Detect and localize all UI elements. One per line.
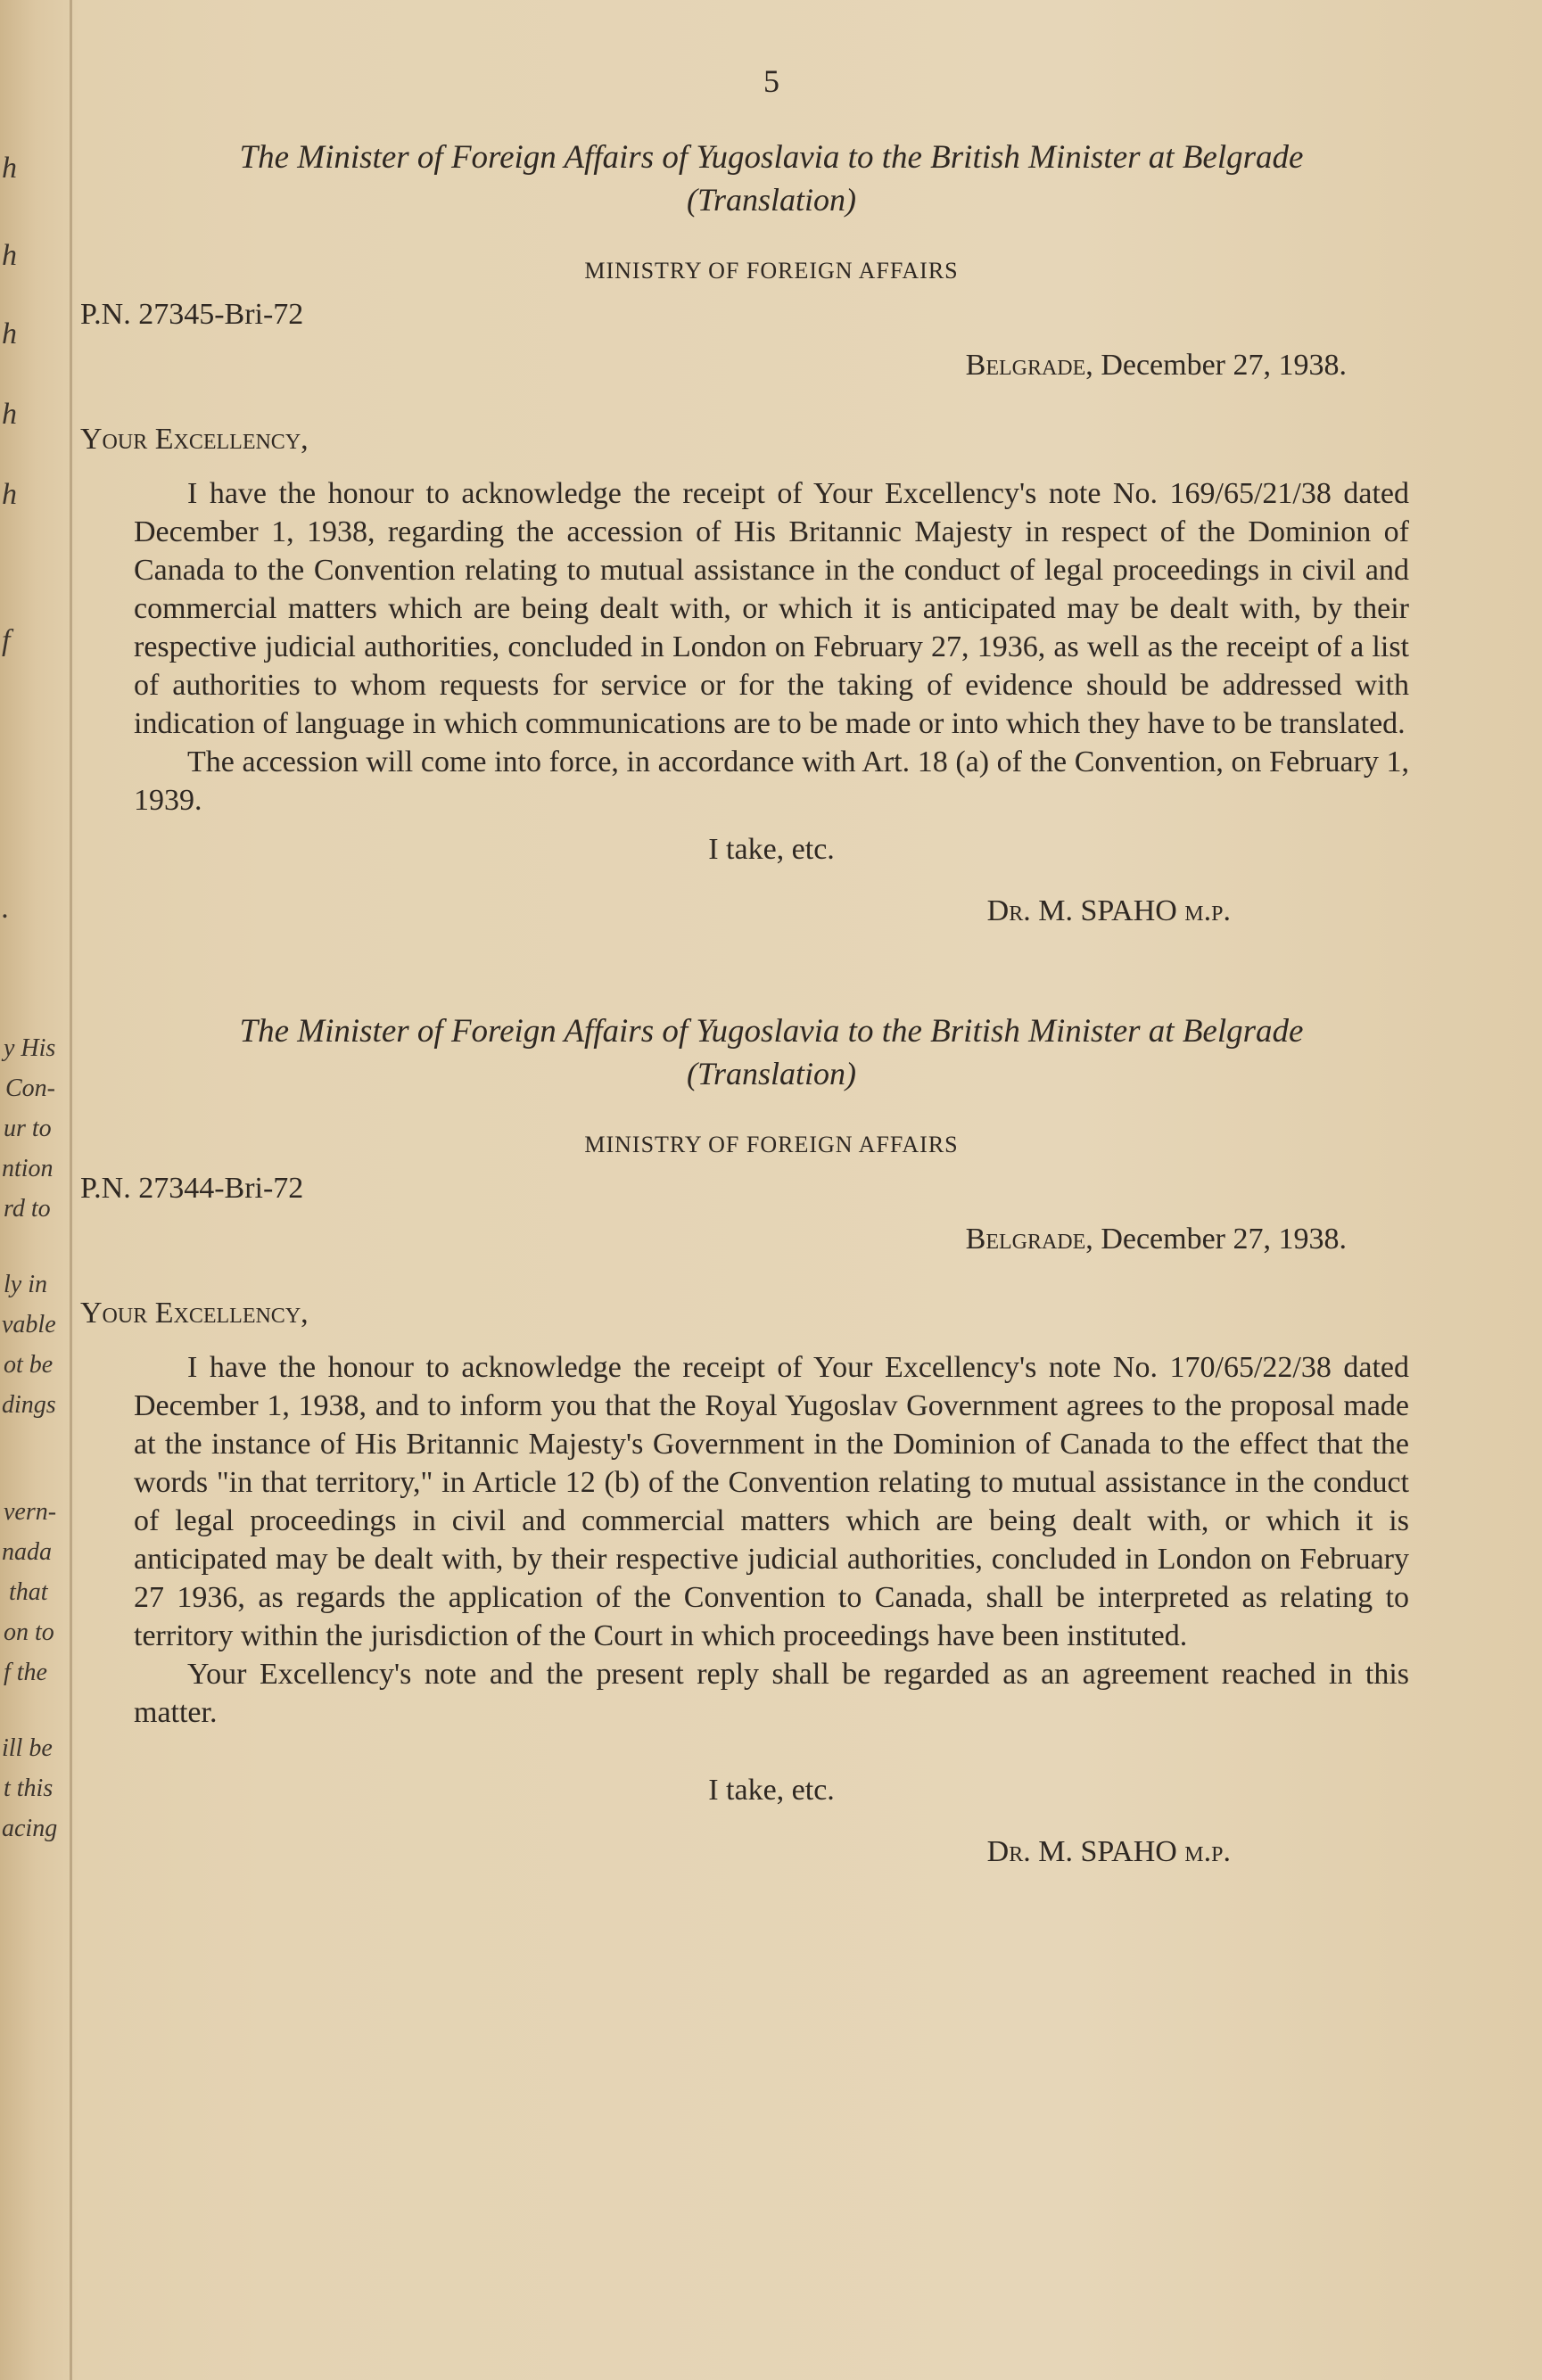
translation-label: (Translation) [686, 182, 857, 218]
margin-fragment: h [2, 398, 17, 431]
margin-fragment: . [2, 892, 10, 925]
letter-paragraph: Your Excellency's note and the present reply shall be regarded as an agreement reached in this matter. [134, 1658, 1409, 1729]
margin-fragment: y His [4, 1034, 56, 1062]
date-place: Belgrade, [965, 1223, 1093, 1256]
date-text: December 27, 1938. [1101, 349, 1347, 382]
signature: Dr. M. SPAHO m.p. [986, 894, 1231, 927]
translation-label: (Translation) [686, 1056, 857, 1091]
date-place: Belgrade, [965, 349, 1093, 382]
margin-fragment: h [2, 152, 17, 185]
margin-fragment: Con- [5, 1075, 55, 1102]
margin-fragment: ly in [4, 1271, 47, 1298]
letter-date [134, 1220, 1347, 1258]
margin-fragment: that [9, 1578, 48, 1606]
reference-number: P.N. 27345-Bri-72 [80, 298, 304, 331]
closing: I take, etc. [708, 1774, 835, 1807]
ministry-name: MINISTRY OF FOREIGN AFFAIRS [584, 1132, 959, 1157]
margin-fragment: on to [4, 1618, 54, 1646]
letter-paragraph: I have the honour to acknowledge the receipt of Your Excellency's note No. 170/65/22/38 dated December 1, 1938, and to inform you that the Royal Yugoslav Government agrees to the proposal made at the instance of His Britannic Majesty's Government in the Dominion of Canada to the effect that the words "in that territory," in Article 12 (b) of the Convention relating to mutual assistance in the conduct of legal proceedings in civil and commercial matters which are being dealt with, or which it is anticipated may be dealt with, by their respective judicial authorities, concluded in London on February 27 1936, as regards the application of the Convention to Canada, shall be interpreted as relating to territory within the jurisdiction of the Court in which proceedings have been instituted. [134, 1351, 1409, 1652]
margin-fragment: ur to [4, 1115, 52, 1142]
margin-fragment: h [2, 317, 17, 350]
margin-fragment: h [2, 239, 17, 272]
page-number: 5 [763, 63, 779, 99]
margin-fragment: f [2, 624, 11, 657]
margin-fragment: rd to [4, 1195, 51, 1223]
margin-fragment: t this [4, 1775, 54, 1802]
margin-fragment: h [2, 478, 17, 511]
page-fold [70, 0, 72, 2380]
letter-paragraph: The accession will come into force, in accordance with Art. 18 (a) of the Convention, on February 1, 1939. [134, 745, 1409, 817]
margin-fragment: f the [4, 1659, 47, 1686]
letter-1 [80, 135, 1409, 930]
margin-fragment: ntion [2, 1155, 54, 1182]
letter-paragraph: I have the honour to acknowledge the receipt of Your Excellency's note No. 169/65/21/38 dated December 1, 1938, regarding the accession of His Britannic Majesty in respect of the Dominion of Canada to the Convention relating to mutual assistance in the conduct of legal proceedings in civil and commercial matters which are being dealt with, or which it is anticipated may be dealt with, by their respective judicial authorities, concluded in London on February 27, 1936, as well as the receipt of a list of authorities to whom requests for service or for the taking of evidence should be addressed with indication of language in which communications are to be made or into which they have to be translated. [134, 477, 1409, 740]
margin-fragment: acing [2, 1815, 58, 1842]
margin-fragment: vable [2, 1311, 56, 1338]
salutation: Your Excellency, [80, 423, 309, 456]
date-text: December 27, 1938. [1101, 1223, 1347, 1256]
ministry-name: MINISTRY OF FOREIGN AFFAIRS [584, 258, 959, 284]
page-content [80, 62, 1409, 1871]
salutation: Your Excellency, [80, 1297, 309, 1330]
letter-heading: The Minister of Foreign Affairs of Yugoslavia to the British Minister at Belgrade [239, 139, 1304, 176]
reference-number: P.N. 27344-Bri-72 [80, 1172, 304, 1205]
closing: I take, etc. [708, 833, 835, 866]
letter-date [134, 346, 1347, 384]
margin-fragment: nada [2, 1538, 52, 1566]
margin-fragment: ill be [2, 1734, 53, 1762]
margin-fragment: ot be [4, 1351, 54, 1379]
letter-2 [80, 1009, 1409, 1871]
margin-fragment: dings [2, 1391, 56, 1419]
signature: Dr. M. SPAHO m.p. [986, 1835, 1231, 1868]
margin-fragment: vern- [4, 1498, 57, 1526]
letter-heading: The Minister of Foreign Affairs of Yugoslavia to the British Minister at Belgrade [239, 1013, 1304, 1050]
left-margin-fragments [0, 0, 67, 2380]
